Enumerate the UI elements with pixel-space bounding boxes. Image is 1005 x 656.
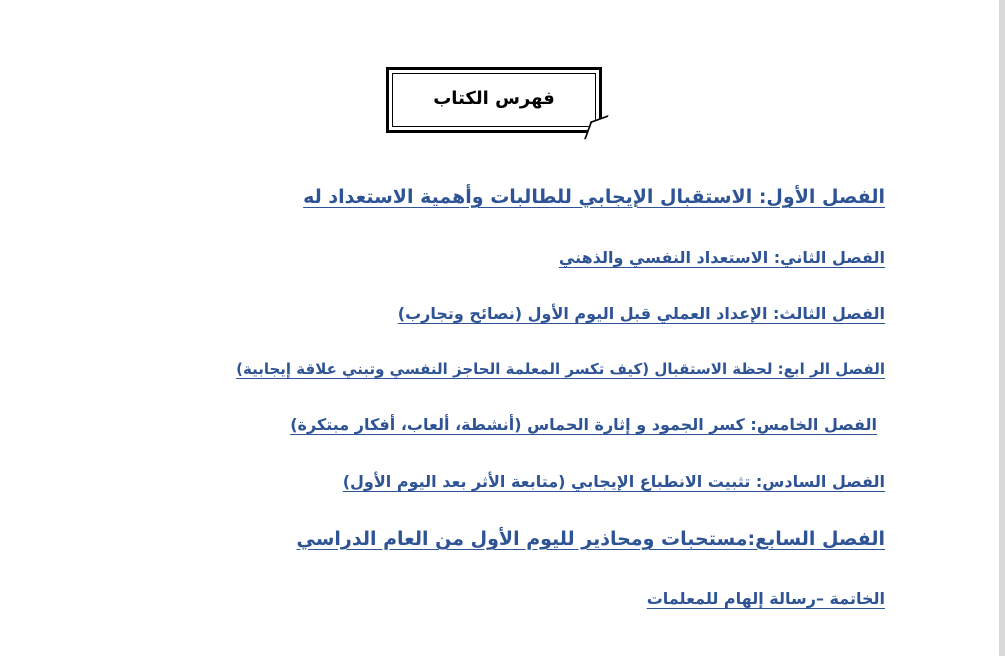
toc-chapter-4[interactable]: الفصل الر ابع: لحظة الاستقبال (كيف تكسر المعلمة الحاجز النفسي وتبني علاقة إيجابية) — [236, 360, 885, 378]
toc-chapter-6[interactable]: الفصل السادس: تثبيت الانطباع الإيجابي (متابعة الأثر بعد اليوم الأول) — [342, 472, 885, 491]
toc-chapter-1[interactable]: الفصل الأول: الاستقبال الإيجابي للطالبات وأهمية الاستعداد له — [303, 186, 885, 208]
page-edge — [999, 0, 1005, 656]
toc-conclusion[interactable]: الخاتمة –رسالة إلهام للمعلمات — [646, 589, 885, 608]
toc-chapter-5[interactable]: الفصل الخامس: كسر الجمود و إثارة الحماس (أنشطة، ألعاب، أفكار مبتكرة) — [290, 415, 877, 434]
folded-corner — [584, 115, 609, 140]
toc-chapter-3[interactable]: الفصل الثالث: الإعداد العملي قبل اليوم الأول (نصائح وتجارب) — [397, 304, 885, 323]
page-title: فهرس الكتاب — [433, 88, 555, 109]
toc-chapter-2[interactable]: الفصل الثاني: الاستعداد النفسي والذهني — [558, 248, 885, 267]
toc-chapter-7[interactable]: الفصل السابع:مستحبات ومحاذير لليوم الأول من العام الدراسي — [296, 528, 885, 550]
title-box — [386, 67, 602, 133]
